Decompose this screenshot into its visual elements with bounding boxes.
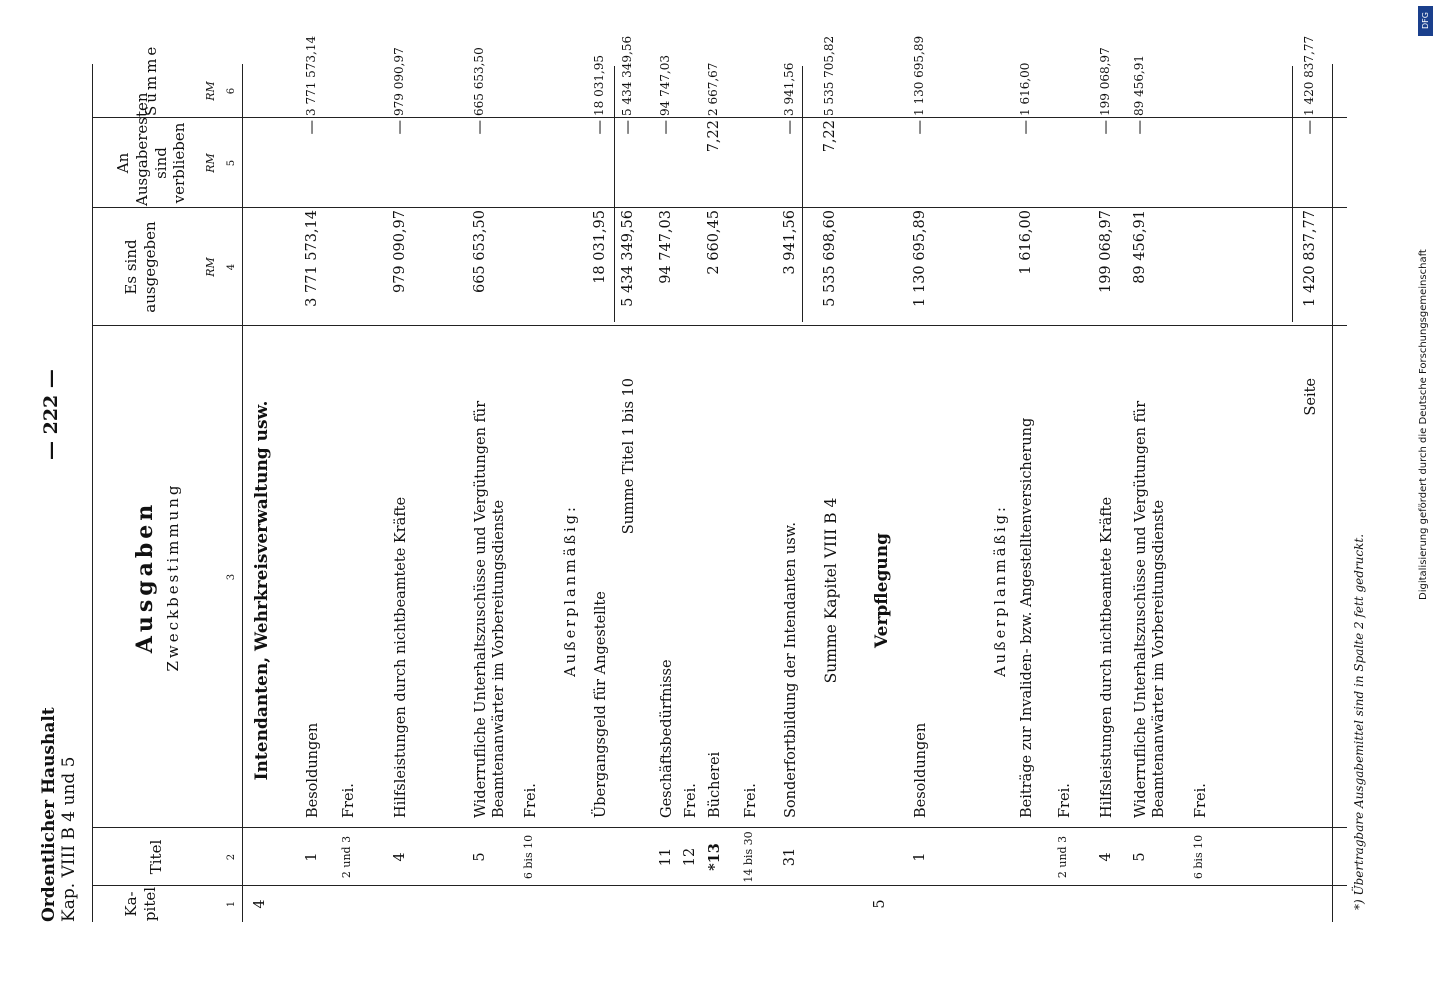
amount-reste: —: [620, 120, 636, 135]
amount-ausgegeben: 3 771 573,14: [304, 210, 320, 307]
col-number: 2: [226, 853, 237, 861]
row-text: Hilfsleistungen durch nichtbeamtete Kräfte: [1099, 496, 1115, 818]
row-text: Frei.: [341, 783, 357, 818]
dfg-logo: DFG: [1418, 6, 1433, 36]
digitization-credit-text: Digitalisierung gefördert durch die Deutsche Forschungsgemeinschaft: [1418, 249, 1429, 600]
amount-ausgegeben: 5 434 349,56: [620, 210, 636, 307]
row-text: Übergangsgeld für Angestellte: [593, 591, 609, 818]
amount-reste: 7,22: [822, 120, 838, 153]
column-rule: [92, 207, 1347, 208]
column-rule: [92, 117, 1347, 118]
col-header-ausgaben: Ausgaben: [132, 500, 158, 654]
amount-summe: 94 747,03: [658, 54, 672, 116]
amount-reste: —: [1098, 120, 1114, 135]
row-text: Außerplanmäßig:: [563, 504, 579, 677]
digitization-credit: [1418, 6, 1434, 606]
titel-number: 11: [658, 847, 674, 867]
amount-ausgegeben: 1 616,00: [1018, 210, 1034, 275]
titel-number: *13: [706, 843, 723, 871]
amount-reste: 7,22: [706, 120, 722, 153]
amount-summe: 1 420 837,77: [1302, 35, 1316, 116]
section-heading: Verpflegung: [872, 533, 892, 648]
amount-ausgegeben: 3 941,56: [782, 210, 798, 275]
kapitel-number: 4: [252, 899, 268, 909]
titel-number: 5: [472, 852, 488, 862]
row-text: Frei.: [683, 783, 699, 818]
footnote: *) Übertragbare Ausgabemittel sind in Spalte 2 fett gedruckt.: [1352, 533, 1366, 910]
unit-label: RM: [204, 153, 217, 173]
amount-reste: —: [304, 120, 320, 135]
column-rule: [92, 325, 1347, 326]
header-subtitle: Kap. VIII B 4 und 5: [58, 756, 79, 922]
kapitel-number: 5: [872, 899, 888, 909]
amount-reste: —: [472, 120, 488, 135]
titel-number: 31: [782, 847, 798, 867]
amount-reste: —: [392, 120, 408, 135]
row-text: Hilfsleistungen durch nichtbeamtete Kräfte: [393, 496, 409, 818]
titel-number: 2 und 3: [1056, 835, 1069, 879]
amount-summe: 1 130 695,89: [912, 35, 926, 116]
amount-ausgegeben: 2 660,45: [706, 210, 722, 275]
titel-number: 12: [682, 847, 698, 867]
row-text: Besoldungen: [305, 722, 321, 818]
amount-ausgegeben: 89 456,91: [1132, 210, 1148, 284]
amount-ausgegeben: 665 653,50: [472, 210, 488, 294]
page-number: — 222 —: [40, 369, 62, 460]
row-text: Widerrufliche Unterhaltszuschüsse und Vergütungen für Beamtenanwärter im Vorbereitungsdienste: [473, 400, 508, 818]
titel-number: 2 und 3: [340, 835, 353, 879]
row-text: Widerrufliche Unterhaltszuschüsse und Vergütungen für Beamtenanwärter im Vorbereitungsdienste: [1133, 400, 1168, 818]
row-text: Frei.: [743, 783, 759, 818]
unit-label: RM: [204, 257, 217, 277]
sum-rule: [802, 66, 803, 322]
row-text: Frei.: [523, 783, 539, 818]
col-header-ausgegeben: Es sind ausgegeben: [122, 221, 159, 313]
page-total-label: Seite: [1303, 378, 1319, 416]
col-number: 3: [226, 573, 237, 581]
row-text: Besoldungen: [913, 722, 929, 818]
chapter-sum-label: Summe Kapitel VIII B 4: [822, 497, 840, 684]
amount-reste: —: [592, 120, 608, 135]
amount-reste: —: [782, 120, 798, 135]
amount-summe: 1 616,00: [1018, 62, 1032, 116]
amount-ausgegeben: 1 420 837,77: [1302, 210, 1318, 307]
col-number: 6: [226, 87, 237, 95]
titel-number: 1: [304, 852, 320, 862]
amount-summe: 2 667,67: [706, 62, 720, 116]
sum-rule: [614, 66, 615, 322]
row-text: Frei.: [1193, 783, 1209, 818]
header-bottom-rule: [242, 64, 243, 922]
section-heading: Intendanten, Wehrkreisverwaltung usw.: [252, 400, 272, 781]
running-header-left: [40, 707, 79, 922]
titel-number: 4: [392, 852, 408, 862]
amount-summe: 665 653,50: [472, 47, 486, 116]
amount-summe: 89 456,91: [1132, 54, 1146, 116]
amount-summe: 199 068,97: [1098, 47, 1112, 116]
titel-number: 14 bis 30: [742, 831, 755, 883]
amount-summe: 18 031,95: [592, 54, 606, 116]
amount-ausgegeben: 94 747,03: [658, 210, 674, 284]
titel-number: 1: [912, 852, 928, 862]
amount-ausgegeben: 18 031,95: [592, 210, 608, 284]
amount-reste: —: [912, 120, 928, 135]
row-text: Sonderfortbildung der Intendanten usw.: [783, 522, 799, 818]
amount-summe: 979 090,97: [392, 47, 406, 116]
row-text: Bücherei: [707, 751, 723, 818]
table-top-rule: [92, 64, 93, 922]
row-text: Beiträge zur Invaliden- bzw. Angestelltenversicherung: [1019, 417, 1035, 818]
amount-reste: —: [1018, 120, 1034, 135]
col-header-summe: Summe: [142, 43, 160, 116]
amount-reste: —: [1132, 120, 1148, 135]
amount-ausgegeben: 5 535 698,60: [822, 210, 838, 307]
table-bottom-rule: [1332, 64, 1333, 922]
amount-ausgegeben: 1 130 695,89: [912, 210, 928, 307]
titel-number: 4: [1098, 852, 1114, 862]
amount-reste: —: [658, 120, 674, 135]
col-header-zweck: Zweckbestimmung: [164, 482, 182, 672]
col-header-ausgabereste: An Ausgaberesten sind verblieben: [114, 92, 189, 206]
unit-label: RM: [204, 81, 217, 101]
col-number: 4: [226, 263, 237, 271]
titel-number: 5: [1132, 852, 1148, 862]
amount-reste: —: [1302, 120, 1318, 135]
amount-summe: 3 771 573,14: [304, 35, 318, 116]
amount-ausgegeben: 199 068,97: [1098, 210, 1114, 294]
header-title: Ordentlicher Haushalt: [39, 707, 59, 922]
amount-summe: 5 535 705,82: [822, 35, 836, 116]
titel-number: 6 bis 10: [1192, 834, 1205, 880]
row-text: Summe Titel 1 bis 10: [621, 378, 637, 535]
amount-summe: 3 941,56: [782, 62, 796, 116]
col-header-kapitel: Ka-pitel: [122, 886, 159, 922]
row-text: Geschäftsbedürfnisse: [659, 659, 675, 818]
row-text: Außerplanmäßig:: [993, 504, 1009, 677]
sum-rule: [1292, 66, 1293, 322]
titel-number: 6 bis 10: [522, 834, 535, 880]
col-number: 1: [226, 900, 237, 908]
col-header-titel: Titel: [147, 839, 165, 875]
amount-ausgegeben: 979 090,97: [392, 210, 408, 294]
amount-summe: 5 434 349,56: [620, 35, 634, 116]
budget-table: [92, 35, 1347, 922]
row-text: Frei.: [1057, 783, 1073, 818]
col-number: 5: [226, 159, 237, 167]
